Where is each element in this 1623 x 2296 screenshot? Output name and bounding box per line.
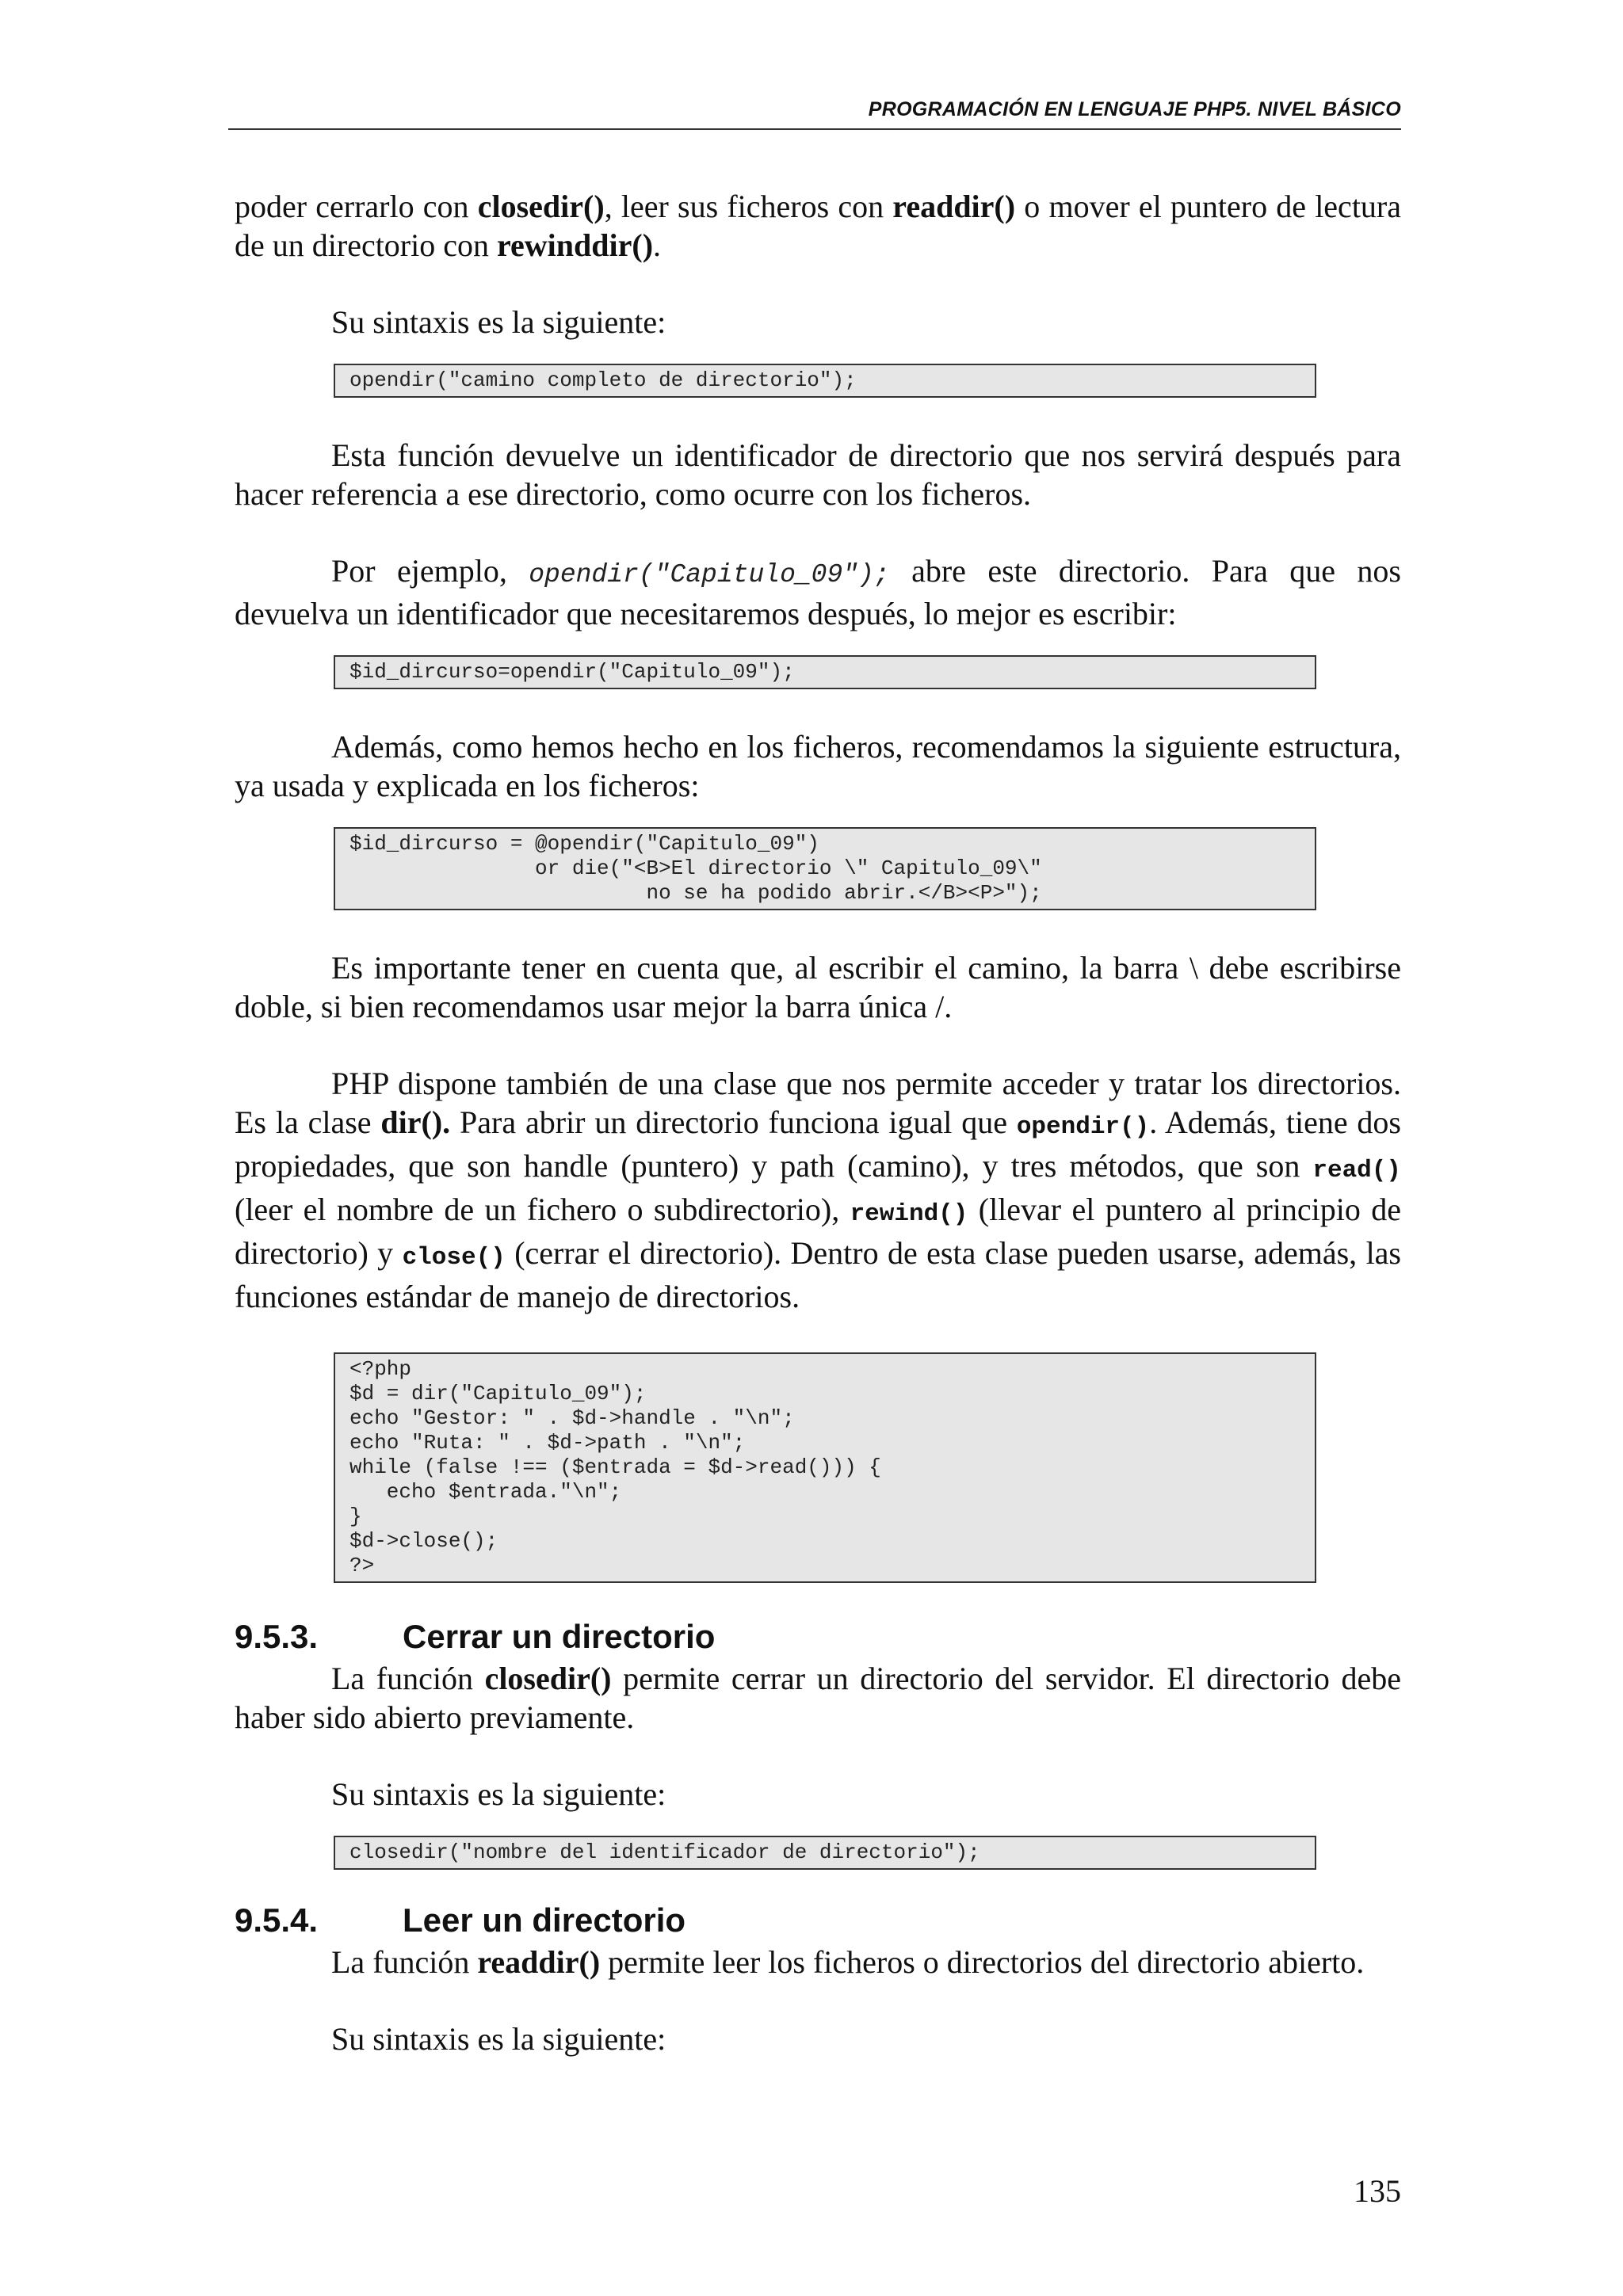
inline-code-read: read()	[1312, 1157, 1401, 1184]
section-heading-cerrar: 9.5.3. Cerrar un directorio	[235, 1618, 716, 1655]
inline-code-close: close()	[402, 1244, 506, 1272]
paragraph-example: Por ejemplo, opendir("Capitulo_09"); abre este directorio. Para que nos devuelva un identificador que necesitaremos después, lo mejor es escribir:	[235, 553, 1401, 631]
section-heading-leer: 9.5.4. Leer un directorio	[235, 1901, 686, 1939]
paragraph-closedir: La función closedir() permite cerrar un directorio del servidor. El directorio debe haber sido abierto previamente.	[235, 1661, 1402, 1735]
syntax-label-2: Su sintaxis es la siguiente:	[331, 1776, 666, 1812]
readdir-term-2: readdir()	[477, 1944, 601, 1980]
paragraph-backslash: Es importante tener en cuenta que, al escribir el camino, la barra \ debe escribirse doble, si bien recomendamos usar mejor la barra única /.	[235, 950, 1401, 1024]
code-block-opendir-syntax: opendir("camino completo de directorio");	[334, 364, 1316, 398]
readdir-term: readdir()	[892, 189, 1016, 224]
paragraph-structure: Además, como hemos hecho en los ficheros, recomendamos la siguiente estructura, ya usada y explicada en los ficheros:	[235, 729, 1401, 803]
closedir-term-2: closedir()	[484, 1661, 612, 1696]
rewinddir-term: rewinddir()	[497, 227, 654, 263]
page-body	[235, 187, 1401, 2058]
syntax-label-3: Su sintaxis es la siguiente:	[331, 2021, 666, 2057]
code-block-id-dircurso: $id_dircurso=opendir("Capitulo_09");	[334, 655, 1316, 689]
inline-code-example: opendir("Capitulo_09");	[529, 560, 890, 589]
running-header: PROGRAMACIÓN EN LENGUAJE PHP5. NIVEL BÁSICO	[228, 90, 1401, 130]
closedir-term: closedir()	[477, 189, 605, 224]
inline-code-rewind: rewind()	[850, 1200, 968, 1228]
code-block-dir-class-example: <?php $d = dir("Capitulo_09"); echo "Gestor: " . $d->handle . "\n"; echo "Ruta: " . $d->path . "\n"; while (false !== ($entrada = $d->read())) { echo $entrada."\n"; } $d->close(); ?>	[334, 1352, 1316, 1583]
page-number: 135	[1354, 2173, 1401, 2209]
paragraph-readdir: La función readdir() permite leer los ficheros o directorios del directorio abierto.	[331, 1944, 1365, 1980]
inline-code-opendir: opendir()	[1016, 1113, 1150, 1141]
code-block-closedir-syntax: closedir("nombre del identificador de directorio");	[334, 1836, 1316, 1870]
syntax-label: Su sintaxis es la siguiente:	[331, 304, 666, 340]
paragraph-return-value: Esta función devuelve un identificador de directorio que nos servirá después para hacer referencia a ese directorio, como ocurre con los ficheros.	[235, 437, 1401, 512]
paragraph-dir-class: PHP dispone también de una clase que nos permite acceder y tratar los directorios. Es la clase dir(). Para abrir un directorio funciona igual que opendir(). Además, tiene dos propiedades, que son handle (puntero) y path (camino), y tres métodos, que son read() (leer el nombre de un fichero o subdirectorio), rewind() (llevar el puntero al principio de directorio) y close() (cerrar el directorio). Dentro de esta clase pueden usarse, además, las funciones estándar de manejo de directorios.	[235, 1066, 1402, 1314]
paragraph-intro: poder cerrarlo con closedir(), leer sus ficheros con readdir() o mover el puntero de lectura de un directorio con rewinddir().	[235, 189, 1402, 263]
dir-term: dir().	[380, 1104, 451, 1140]
code-block-or-die: $id_dircurso = @opendir("Capitulo_09") or die("<B>El directorio \" Capitulo_09\" no se ha podido abrir.</B><P>");	[334, 827, 1316, 910]
